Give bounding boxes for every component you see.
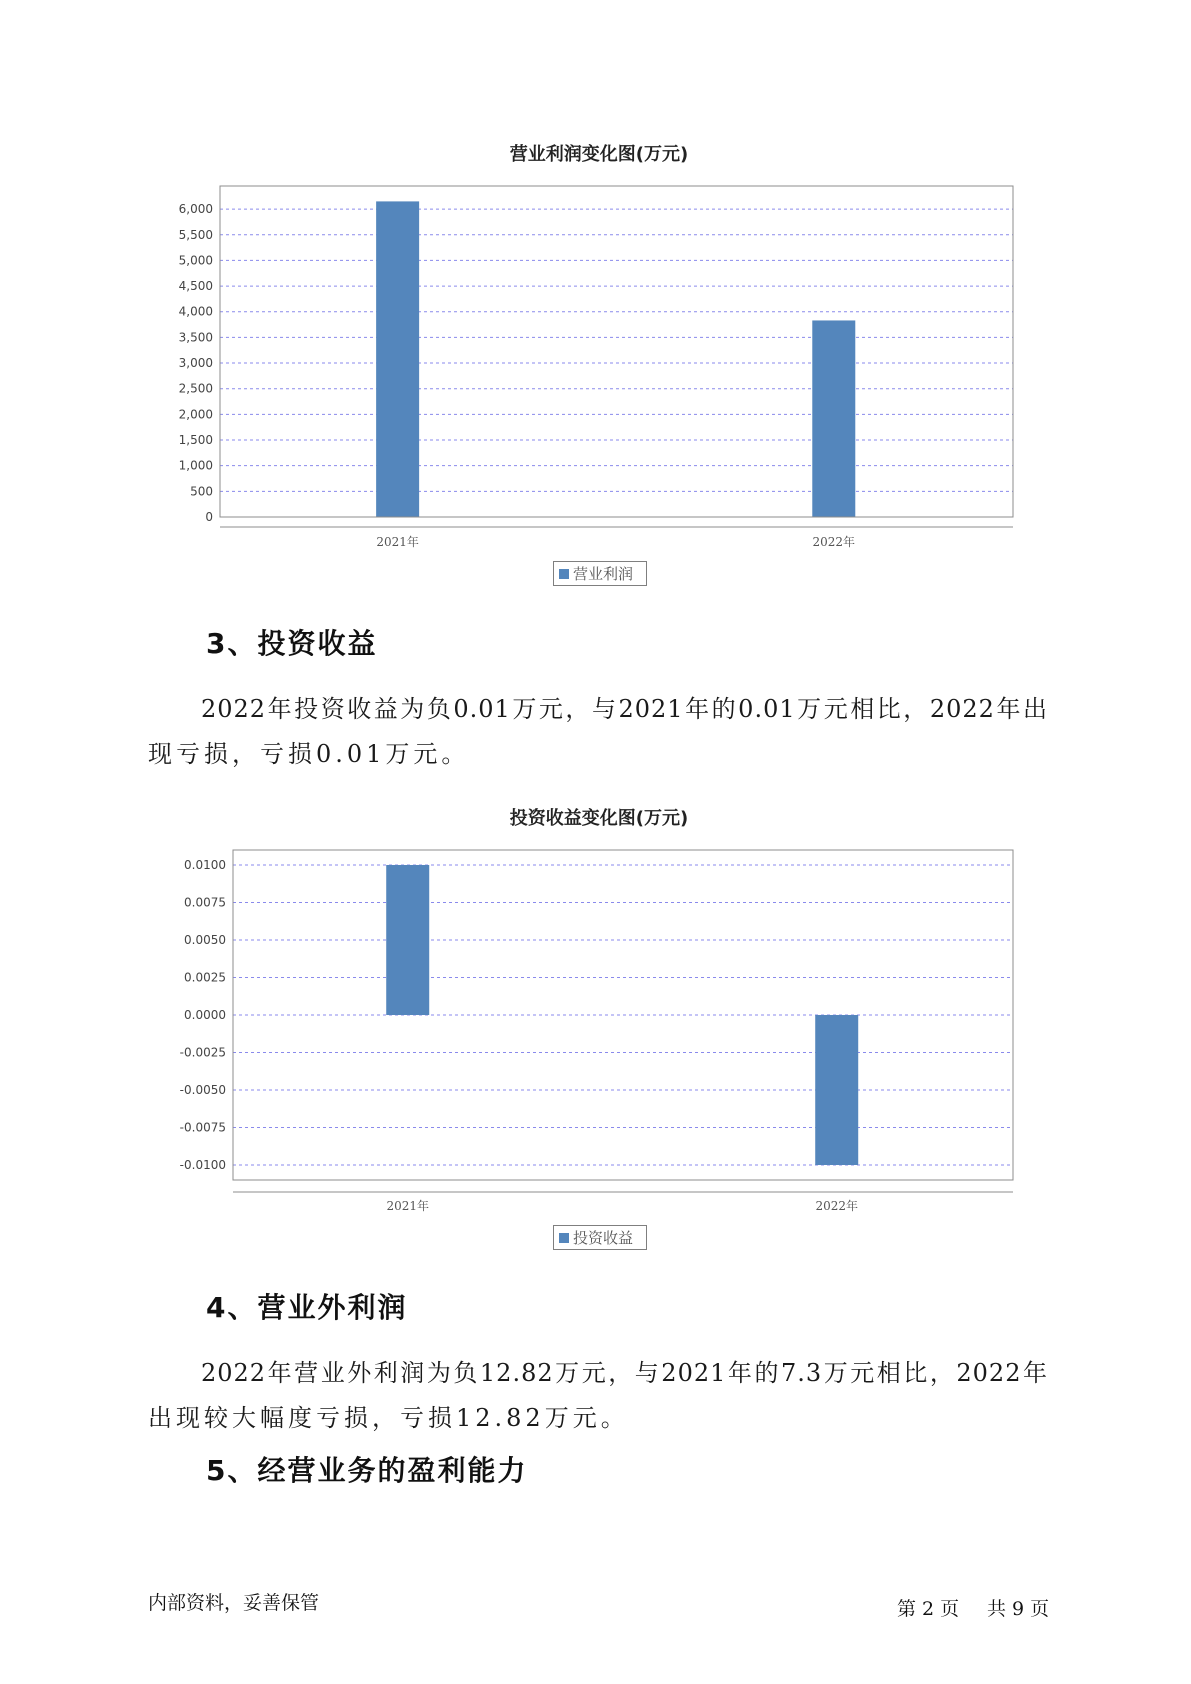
- investment-income-chart-title: 投资收益变化图(万元): [509, 808, 689, 829]
- paragraph-line: 出现较大幅度亏损，亏损12.82万元。: [148, 1404, 629, 1432]
- section-heading-non-operating-profit: 4、营业外利润: [206, 1291, 408, 1324]
- y-tick-label: -0.0075: [179, 1120, 226, 1135]
- legend-label: 营业利润: [573, 564, 634, 583]
- y-tick-label: 5,500: [178, 227, 213, 242]
- investment-income-legend: [553, 1225, 647, 1250]
- y-tick-label: 4,500: [178, 279, 213, 294]
- y-tick-label: 3,000: [178, 356, 213, 371]
- bar-2022: [812, 320, 855, 517]
- operating-profit-bar-chart: [0, 170, 1191, 555]
- paragraph-line: 2022年投资收益为负0.01万元，与2021年的0.01万元相比，2022年出: [201, 695, 1048, 723]
- page-number-total: 共 9 页: [987, 1598, 1050, 1620]
- legend-swatch-icon: [559, 569, 569, 579]
- operating-profit-legend: [553, 561, 647, 586]
- section-heading-investment-income: 3、投资收益: [206, 627, 378, 660]
- y-tick-label: 3,500: [178, 330, 213, 345]
- x-tick-label: 2021年: [376, 535, 419, 549]
- operating-profit-chart-title: 营业利润变化图(万元): [509, 144, 689, 165]
- y-tick-label: 0.0000: [184, 1008, 226, 1022]
- section-heading-operating-profitability: 5、经营业务的盈利能力: [206, 1454, 528, 1487]
- y-tick-label: 2,000: [178, 407, 213, 422]
- legend-label: 投资收益: [573, 1228, 634, 1247]
- y-tick-label: 0.0050: [184, 933, 226, 947]
- x-tick-label: 2022年: [815, 1199, 858, 1213]
- confidential-footer-note: 内部资料，妥善保管: [148, 1592, 320, 1614]
- paragraph-line: 现亏损，亏损0.01万元。: [148, 740, 470, 768]
- y-tick-label: 0.0025: [184, 970, 226, 985]
- y-tick-label: -0.0050: [179, 1083, 226, 1097]
- y-tick-label: -0.0100: [179, 1158, 226, 1172]
- y-tick-label: 500: [190, 484, 213, 499]
- y-tick-label: 6,000: [178, 202, 213, 217]
- x-tick-label: 2022年: [812, 535, 856, 549]
- y-tick-label: 0: [205, 510, 213, 524]
- y-tick-label: 4,000: [178, 304, 213, 319]
- y-tick-label: 1,000: [178, 458, 213, 473]
- paragraph-line: 2022年营业外利润为负12.82万元，与2021年的7.3万元相比，2022年: [201, 1359, 1048, 1387]
- y-tick-label: 1,500: [178, 433, 213, 448]
- plot-area: [220, 186, 1013, 517]
- y-tick-label: 5,000: [178, 253, 213, 268]
- page-number-current: 第 2 页: [897, 1598, 960, 1620]
- y-tick-label: -0.0025: [179, 1045, 226, 1060]
- investment-income-bar-chart: [0, 835, 1191, 1220]
- bar-2021: [386, 865, 429, 1015]
- bar-2022: [815, 1015, 858, 1165]
- x-tick-label: 2021年: [386, 1199, 429, 1213]
- legend-swatch-icon: [559, 1233, 569, 1243]
- y-tick-label: 2,500: [178, 381, 213, 396]
- y-tick-label: 0.0075: [184, 895, 226, 910]
- y-tick-label: 0.0100: [184, 858, 226, 872]
- bar-2021: [376, 201, 419, 517]
